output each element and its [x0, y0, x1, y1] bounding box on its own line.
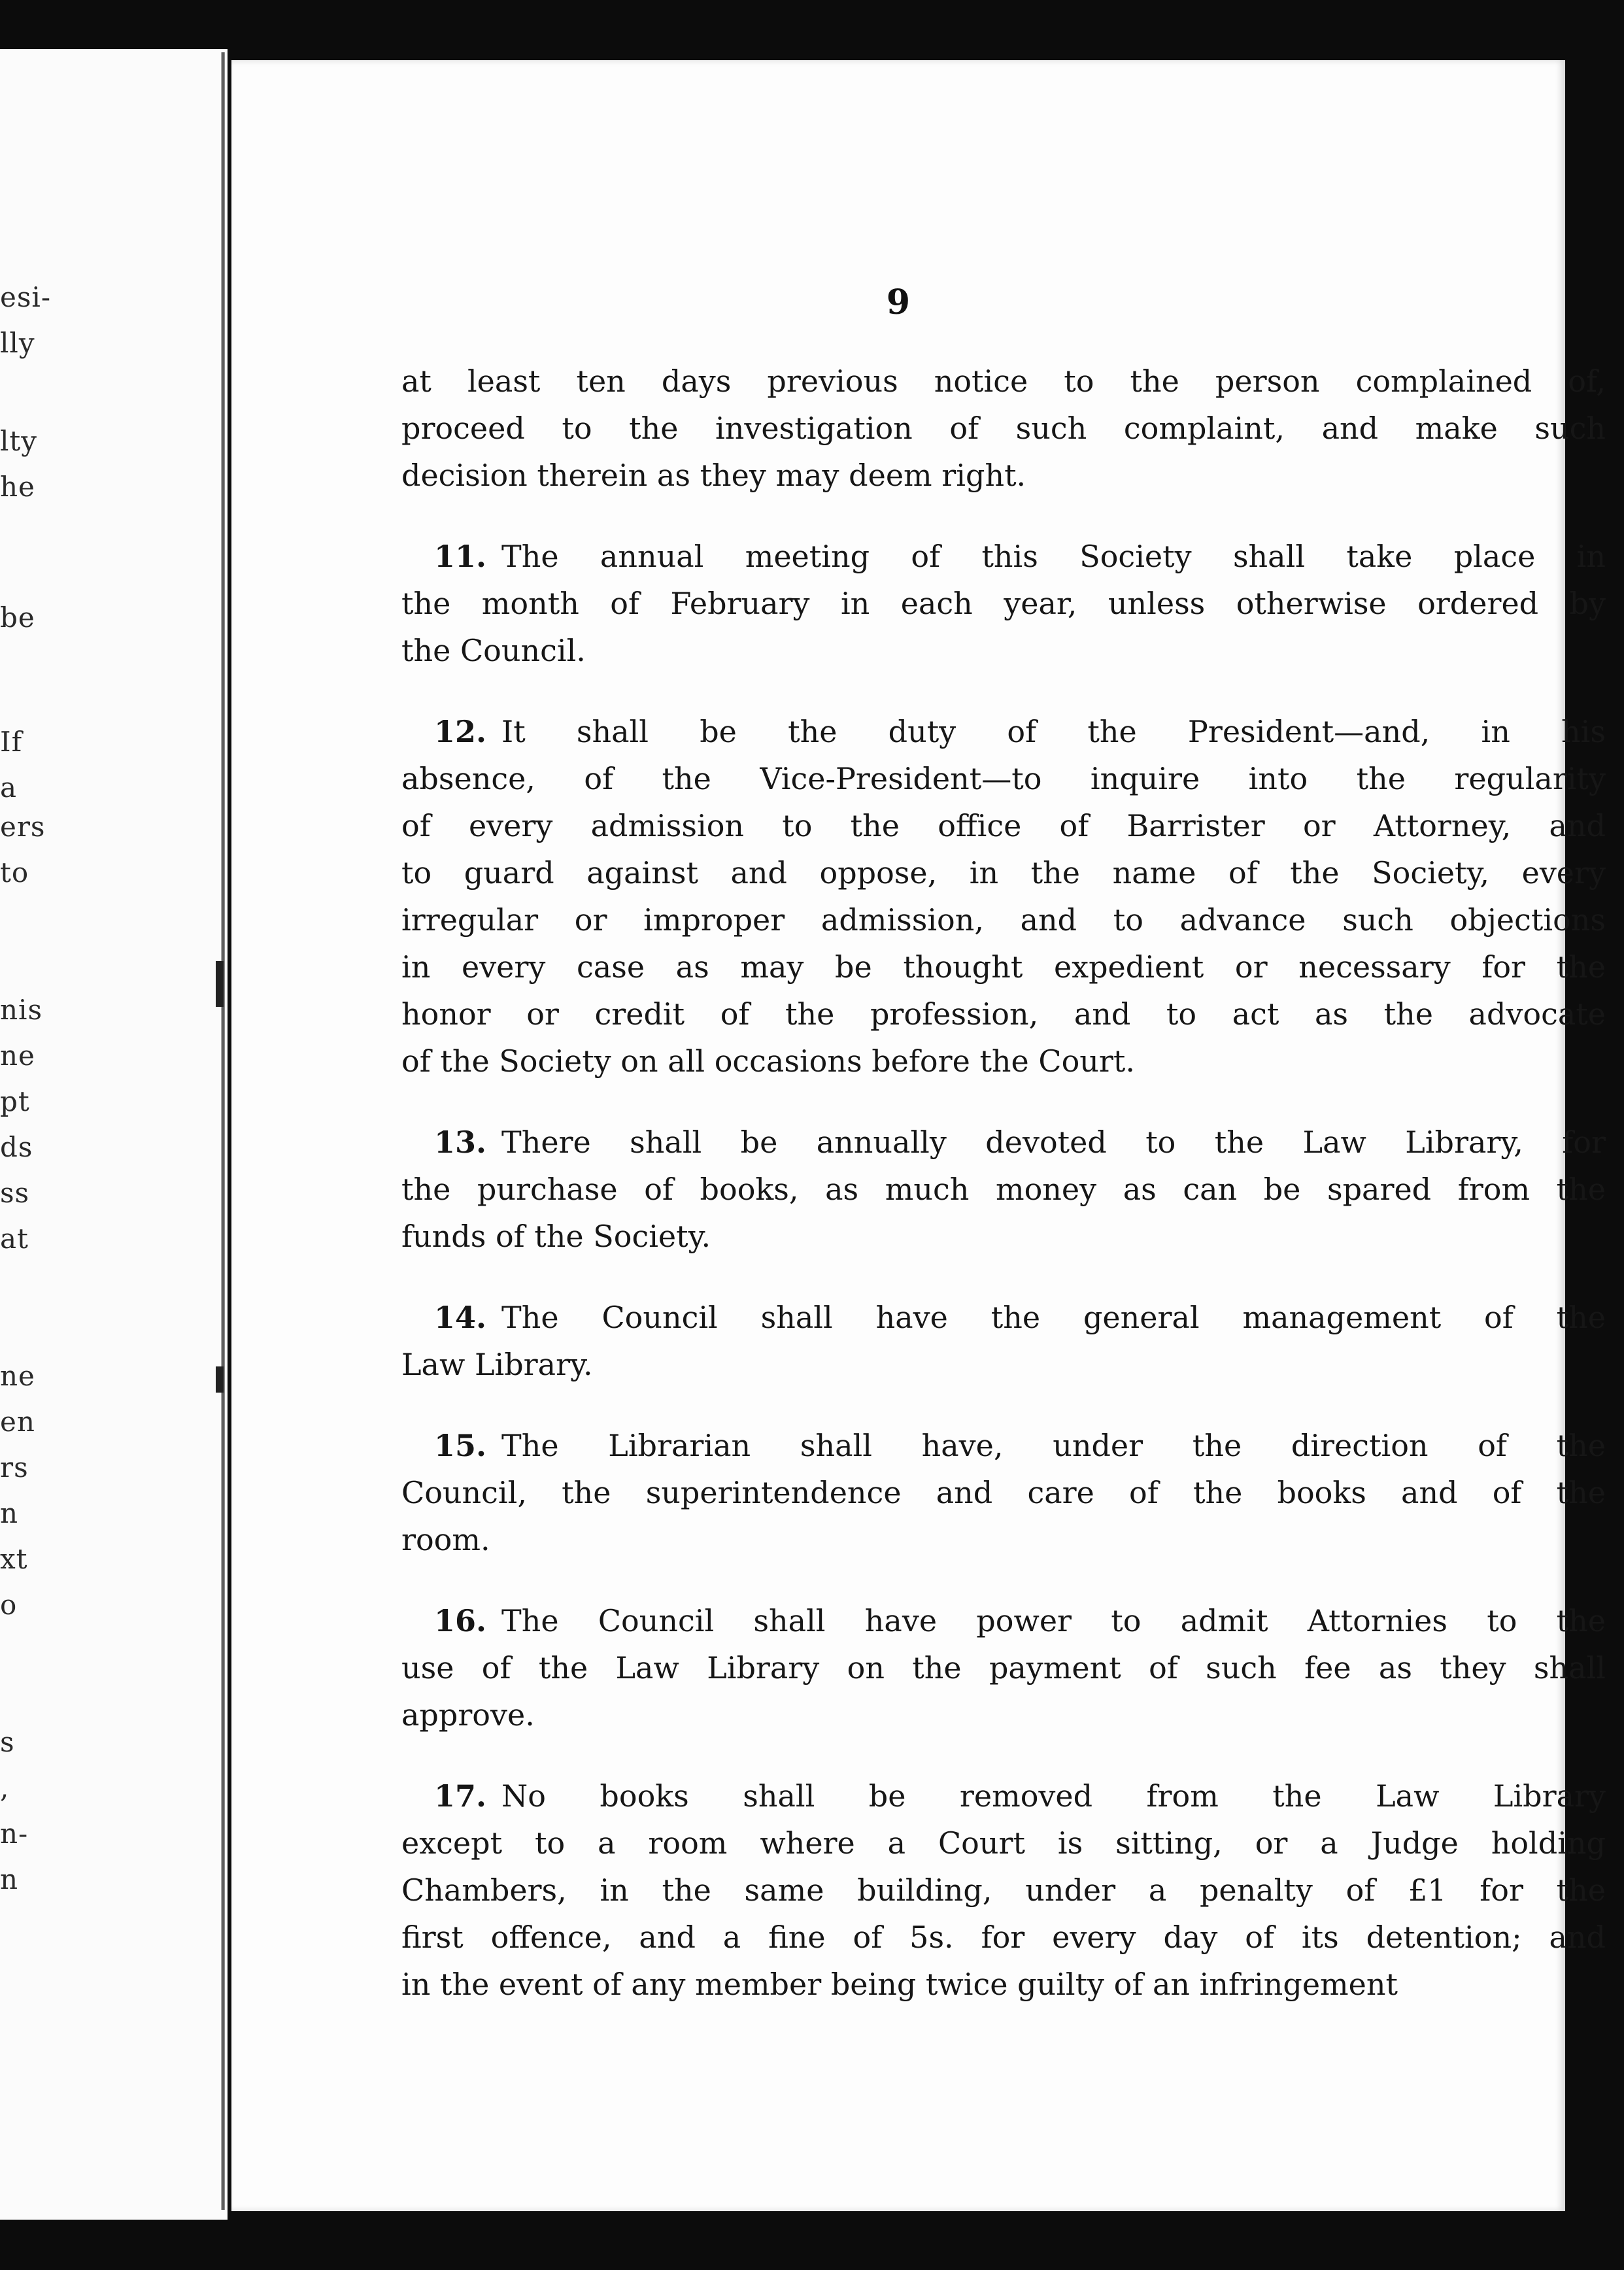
article-15: [401, 1422, 1606, 1563]
text-content: There shall be annually devoted to the Law Library, for: [501, 1125, 1606, 1160]
article-11: [401, 533, 1606, 674]
left-page-fragment: he: [0, 471, 35, 503]
left-facing-page: [0, 49, 228, 2220]
text-line: in the event of any member being twice guilty of an infringement: [401, 1967, 1398, 2002]
text-line: [401, 1294, 1606, 1341]
article-number: 12.: [434, 714, 487, 749]
left-page-fragment: o: [0, 1589, 18, 1621]
left-page-fragment: nis: [0, 994, 43, 1026]
left-page-fragment: a: [0, 771, 18, 804]
left-page-fragment: rs: [0, 1451, 29, 1483]
text-content: No books shall be removed from the Law Library: [501, 1778, 1606, 1814]
text-line: honor or credit of the profession, and to act as the advocate: [401, 996, 1606, 1032]
article-number: 16.: [434, 1603, 487, 1638]
left-page-fragment: lly: [0, 327, 35, 359]
left-page-fragment: pt: [0, 1085, 30, 1117]
left-page-fragment: ne: [0, 1360, 35, 1392]
text-content: It shall be the duty of the President—and, in his: [501, 714, 1606, 749]
article-17: [401, 1772, 1606, 2008]
gutter-mark: [216, 961, 224, 1007]
article-number: 13.: [434, 1125, 487, 1160]
page-gutter: [221, 52, 225, 2210]
text-line: of every admission to the office of Barrister or Attorney, and: [401, 808, 1606, 843]
text-line: the Council.: [401, 633, 586, 668]
left-page-fragment: lty: [0, 425, 38, 457]
text-line: [401, 533, 1606, 580]
text-content: The Council shall have power to admit Attornies to the: [501, 1603, 1606, 1638]
text-line: irregular or improper admission, and to advance such objections: [401, 902, 1606, 938]
article-number: 11.: [434, 539, 487, 574]
left-page-fragment: ,: [0, 1772, 10, 1804]
text-content: The Council shall have the general management of the: [501, 1300, 1606, 1335]
text-line: funds of the Society.: [401, 1219, 711, 1254]
text-line: proceed to the investigation of such complaint, and make such: [401, 411, 1606, 446]
text-line: [401, 1597, 1606, 1644]
article-13: [401, 1119, 1606, 1260]
continued-paragraph: [401, 358, 1606, 499]
text-line: the purchase of books, as much money as can be spared from the: [401, 1172, 1606, 1207]
page-body: [401, 358, 1606, 2042]
text-line: Law Library.: [401, 1347, 593, 1382]
gutter-mark: [216, 1366, 224, 1393]
article-12: [401, 708, 1606, 1085]
text-line: first offence, and a fine of 5s. for every day of its detention; and: [401, 1920, 1606, 1955]
left-page-fragment: esi-: [0, 281, 52, 313]
left-page-fragment: If: [0, 726, 23, 758]
left-page-fragment: ss: [0, 1177, 30, 1209]
left-page-fragment: n-: [0, 1818, 29, 1850]
left-page-fragment: be: [0, 601, 35, 634]
left-page-fragment: xt: [0, 1543, 28, 1575]
article-number: 17.: [434, 1778, 487, 1814]
text-line: [401, 1119, 1606, 1166]
left-page-fragment: s: [0, 1726, 15, 1758]
text-line: use of the Law Library on the payment of such fee as they shall: [401, 1650, 1606, 1686]
left-page-fragment: ds: [0, 1131, 33, 1163]
text-line: at least ten days previous notice to the person complained of,: [401, 364, 1606, 399]
text-line: approve.: [401, 1697, 535, 1733]
left-page-fragment: en: [0, 1406, 35, 1438]
left-page-fragment: n: [0, 1863, 19, 1895]
text-line: absence, of the Vice-President—to inquire into the regularity: [401, 761, 1606, 796]
text-line: [401, 708, 1606, 755]
article-number: 15.: [434, 1428, 487, 1463]
text-line: [401, 1772, 1606, 1820]
text-line: room.: [401, 1522, 490, 1557]
text-line: except to a room where a Court is sitting, or a Judge holding: [401, 1825, 1606, 1861]
text-line: [401, 1422, 1606, 1469]
left-page-fragment: ers: [0, 811, 46, 843]
text-line: Council, the superintendence and care of the books and of the: [401, 1475, 1606, 1510]
left-page-fragment: n: [0, 1497, 19, 1529]
text-line: Chambers, in the same building, under a penalty of £1 for the: [401, 1872, 1606, 1908]
text-line: in every case as may be thought expedient or necessary for the: [401, 949, 1606, 985]
left-page-fragment: to: [0, 856, 29, 889]
text-content: The Librarian shall have, under the direction of the: [501, 1428, 1606, 1463]
left-page-fragment: ne: [0, 1040, 35, 1072]
text-line: decision therein as they may deem right.: [401, 458, 1026, 493]
page-number: 9: [886, 282, 911, 322]
article-16: [401, 1597, 1606, 1738]
article-14: [401, 1294, 1606, 1388]
right-page: [231, 60, 1606, 2211]
text-line: to guard against and oppose, in the name of the Society, every: [401, 855, 1606, 890]
text-line: the month of February in each year, unless otherwise ordered by: [401, 586, 1606, 621]
text-content: The annual meeting of this Society shall take place in: [501, 539, 1606, 574]
left-page-fragment: at: [0, 1223, 29, 1255]
article-number: 14.: [434, 1300, 487, 1335]
text-line: of the Society on all occasions before the Court.: [401, 1043, 1136, 1079]
